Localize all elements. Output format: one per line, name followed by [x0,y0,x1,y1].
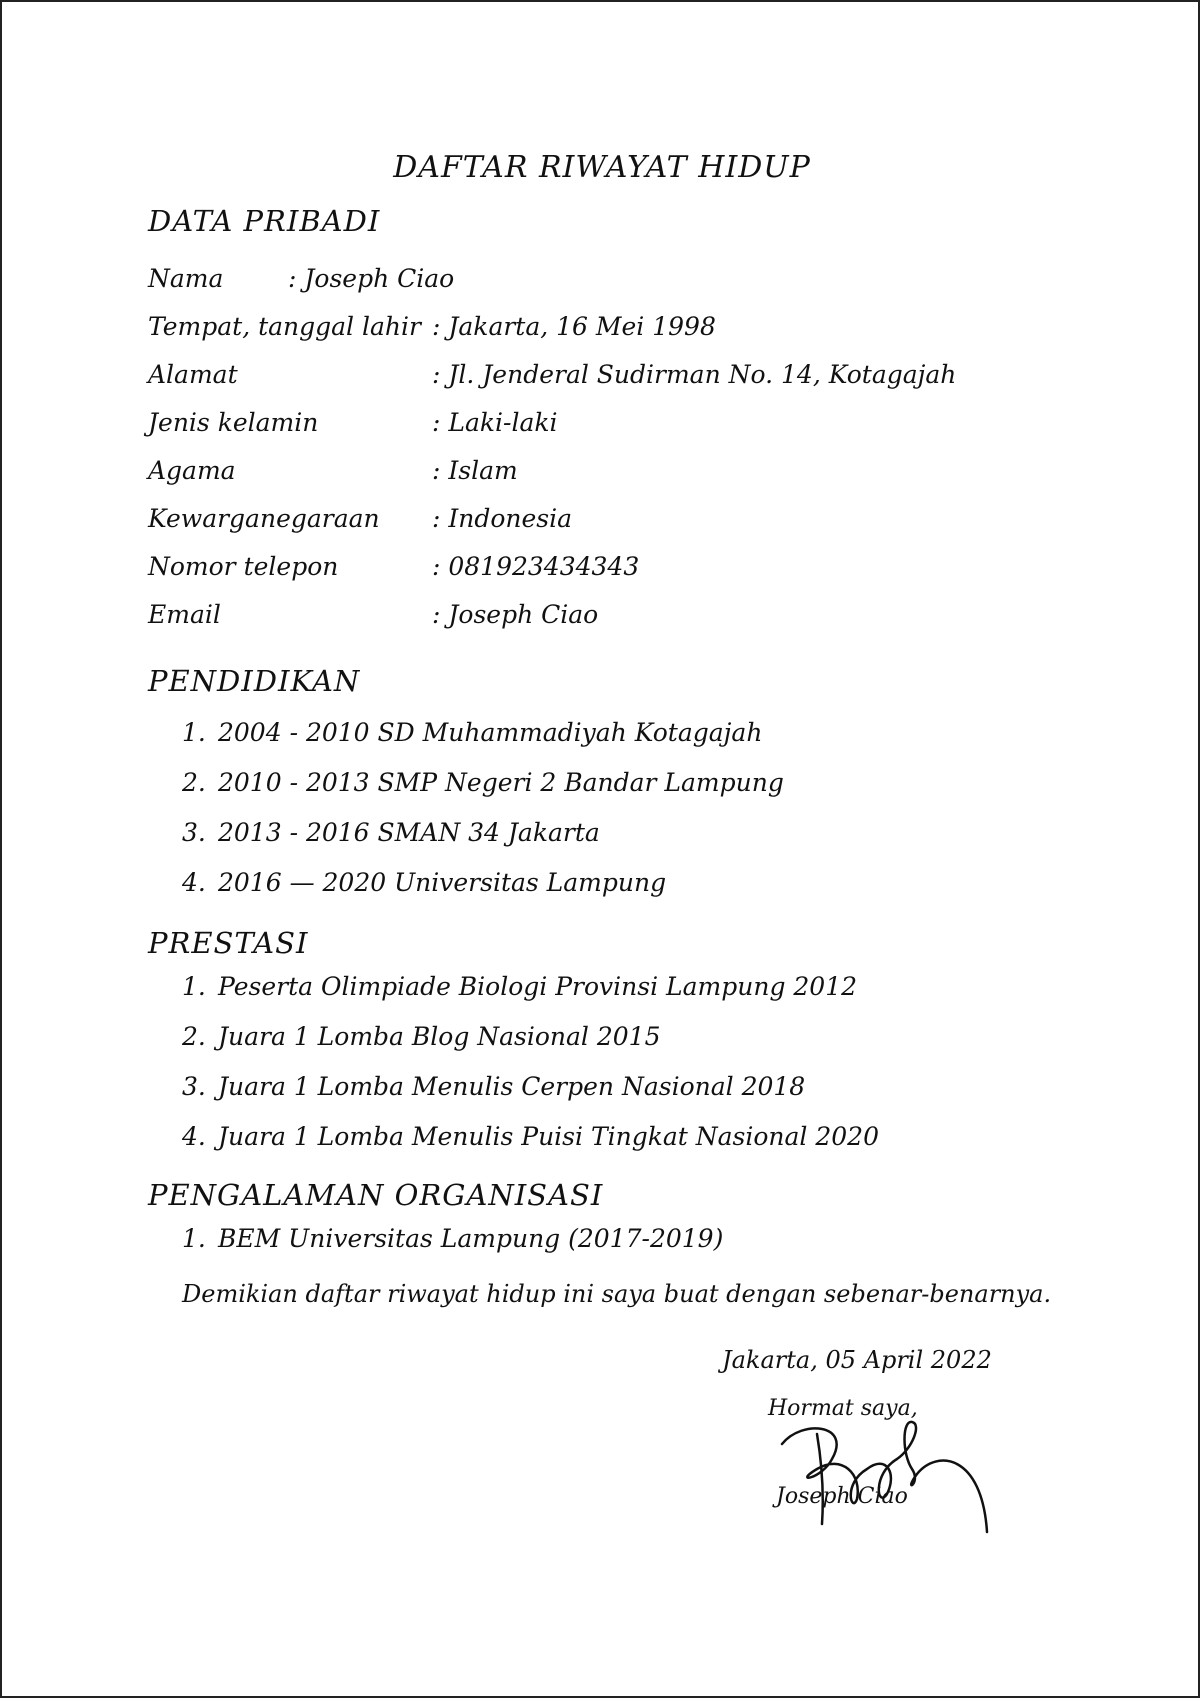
field-value: : Laki-laki [432,408,558,437]
list-text: 2013 - 2016 SMAN 34 Jakarta [218,818,600,847]
field-value: : Jakarta, 16 Mei 1998 [432,312,716,341]
list-number: 2. [182,768,206,797]
list-number: 3. [182,818,206,847]
closing-statement: Demikian daftar riwayat hidup ini saya buat dengan sebenar-benarnya. [182,1280,1052,1308]
list-text: 2004 - 2010 SD Muhammadiyah Kotagajah [218,718,763,747]
list-text: Juara 1 Lomba Blog Nasional 2015 [218,1022,661,1051]
achievement-item [182,972,857,1001]
field-value: : Islam [432,456,518,485]
list-text: Juara 1 Lomba Menulis Cerpen Nasional 2018 [218,1072,806,1101]
place-date: Jakarta, 05 April 2022 [722,1346,992,1374]
list-number: 1. [182,972,206,1001]
list-text: Peserta Olimpiade Biologi Provinsi Lampung 2012 [218,972,858,1001]
list-number: 3. [182,1072,206,1101]
field-value: : Indonesia [432,504,573,533]
education-item [182,818,600,847]
education-item [182,868,666,897]
education-item [182,768,784,797]
education-item [182,718,762,747]
signature-scribble-icon [762,1414,1002,1534]
list-text: Juara 1 Lomba Menulis Puisi Tingkat Nasional 2020 [218,1122,879,1151]
field-label: Kewarganegaraan [148,504,380,533]
list-text: 2016 — 2020 Universitas Lampung [218,868,667,897]
organization-heading: PENGALAMAN ORGANISASI [148,1178,604,1212]
achievement-item [182,1072,805,1101]
field-label: Alamat [148,360,238,389]
list-number: 4. [182,868,206,897]
list-number: 4. [182,1122,206,1151]
field-label: Nama [148,264,224,293]
education-heading: PENDIDIKAN [148,664,361,698]
field-value: : Jl. Jenderal Sudirman No. 14, Kotagajah [432,360,957,389]
field-label: Nomor telepon [148,552,339,581]
signer-name: Joseph Ciao [776,1484,908,1509]
list-number: 1. [182,1224,206,1253]
list-number: 1. [182,718,206,747]
field-value: : Joseph Ciao [432,600,599,629]
list-text: 2010 - 2013 SMP Negeri 2 Bandar Lampung [218,768,784,797]
list-number: 2. [182,1022,206,1051]
achievements-heading: PRESTASI [148,926,309,960]
document-title: DAFTAR RIWAYAT HIDUP [393,150,811,185]
personal-data-heading: DATA PRIBADI [148,204,381,238]
list-text: BEM Universitas Lampung (2017-2019) [218,1224,724,1253]
organization-item [182,1224,723,1253]
field-value: : Joseph Ciao [288,264,455,293]
field-label: Tempat, tanggal lahir [148,312,421,341]
achievement-item [182,1122,879,1151]
field-label: Agama [148,456,236,485]
field-value: : 081923434343 [432,552,640,581]
field-label: Email [148,600,221,629]
achievement-item [182,1022,661,1051]
regards-text: Hormat saya, [768,1396,918,1421]
field-label: Jenis kelamin [148,408,319,437]
